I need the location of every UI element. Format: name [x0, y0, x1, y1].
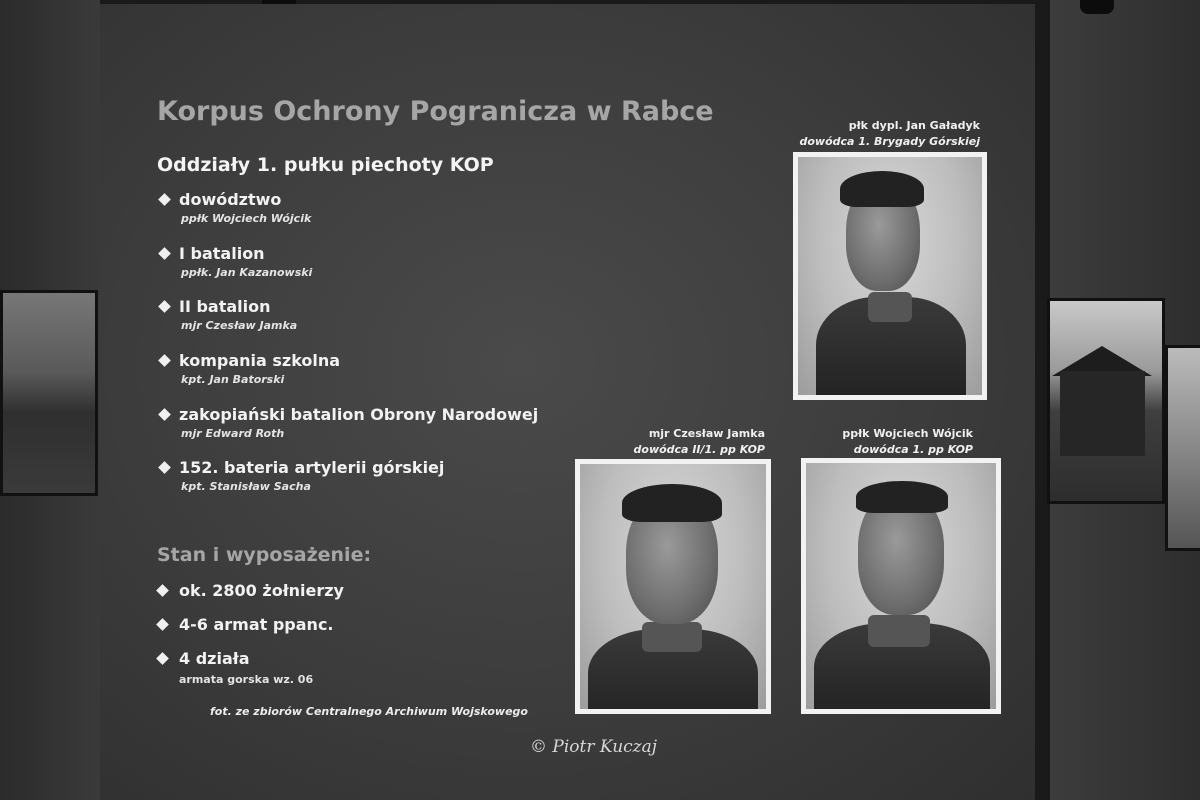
unit-list: [157, 189, 597, 511]
list-item: [157, 296, 597, 350]
portrait-name: płk dypl. Jan Gaładyk: [848, 119, 980, 132]
equipment-label: ok. 2800 żołnierzy: [179, 581, 344, 600]
list-item: [155, 614, 535, 648]
unit-commander: mjr Edward Roth: [181, 426, 285, 440]
diamond-bullet-icon: [158, 462, 171, 475]
list-item: [157, 457, 597, 511]
diamond-bullet-icon: [156, 652, 169, 665]
projection-screen: [100, 4, 1035, 800]
photo-credit: fot. ze zbiorów Centralnego Archiwum Wojskowego: [210, 705, 528, 718]
unit-label: II batalion: [179, 297, 271, 317]
portrait-role: dowódca 1. Brygady Górskiej: [799, 135, 980, 148]
list-item: [157, 404, 597, 458]
wall-photo-house: [1047, 298, 1165, 504]
portrait-name: mjr Czesław Jamka: [648, 427, 765, 440]
equipment-heading: Stan i wyposażenie:: [157, 544, 372, 566]
unit-commander: kpt. Stanisław Sacha: [181, 480, 311, 494]
diamond-bullet-icon: [158, 408, 171, 421]
diamond-bullet-icon: [158, 354, 171, 367]
slide-title: Korpus Ochrony Pogranicza w Rabce: [157, 96, 714, 127]
portrait-name: ppłk Wojciech Wójcik: [842, 427, 973, 440]
portrait-photo: [793, 152, 987, 400]
unit-label: zakopiański batalion Obrony Narodowej: [179, 404, 539, 424]
diamond-bullet-icon: [158, 301, 171, 314]
equipment-label: 4-6 armat ppanc.: [179, 615, 334, 634]
slide-subtitle: Oddziały 1. pułku piechoty KOP: [157, 154, 494, 176]
list-item: [155, 648, 535, 686]
unit-commander: mjr Czesław Jamka: [181, 319, 298, 333]
list-item: [157, 350, 597, 404]
list-item: [157, 189, 597, 243]
equipment-note: armata gorska wz. 06: [179, 673, 314, 686]
portrait-caption: [634, 426, 765, 458]
equipment-label: 4 działa: [179, 649, 250, 668]
wall-photo-left: [0, 290, 98, 496]
portrait-caption: [842, 426, 973, 458]
unit-commander: ppłk. Jan Kazanowski: [181, 265, 313, 279]
wall-photo-right-edge: [1165, 345, 1200, 551]
portrait-role: dowódca 1. pp KOP: [853, 443, 973, 456]
list-item: [157, 243, 597, 297]
unit-label: 152. bateria artylerii górskiej: [179, 458, 445, 478]
unit-commander: kpt. Jan Batorski: [181, 373, 285, 387]
list-item: [155, 580, 535, 614]
diamond-bullet-icon: [156, 584, 169, 597]
unit-label: dowództwo: [179, 190, 282, 209]
equipment-list: [155, 580, 535, 686]
photographer-watermark: © Piotr Kuczaj: [530, 737, 658, 757]
portrait-caption: [800, 118, 981, 150]
unit-label: kompania szkolna: [179, 351, 341, 371]
portrait-photo: [801, 458, 1001, 714]
diamond-bullet-icon: [156, 618, 169, 631]
diamond-bullet-icon: [158, 193, 171, 206]
ceiling-light: [1080, 0, 1114, 14]
unit-commander: ppłk Wojciech Wójcik: [181, 212, 312, 225]
portrait-role: dowódca II/1. pp KOP: [633, 443, 765, 456]
diamond-bullet-icon: [158, 247, 171, 260]
portrait-photo: [575, 459, 771, 714]
unit-label: I batalion: [179, 243, 265, 263]
